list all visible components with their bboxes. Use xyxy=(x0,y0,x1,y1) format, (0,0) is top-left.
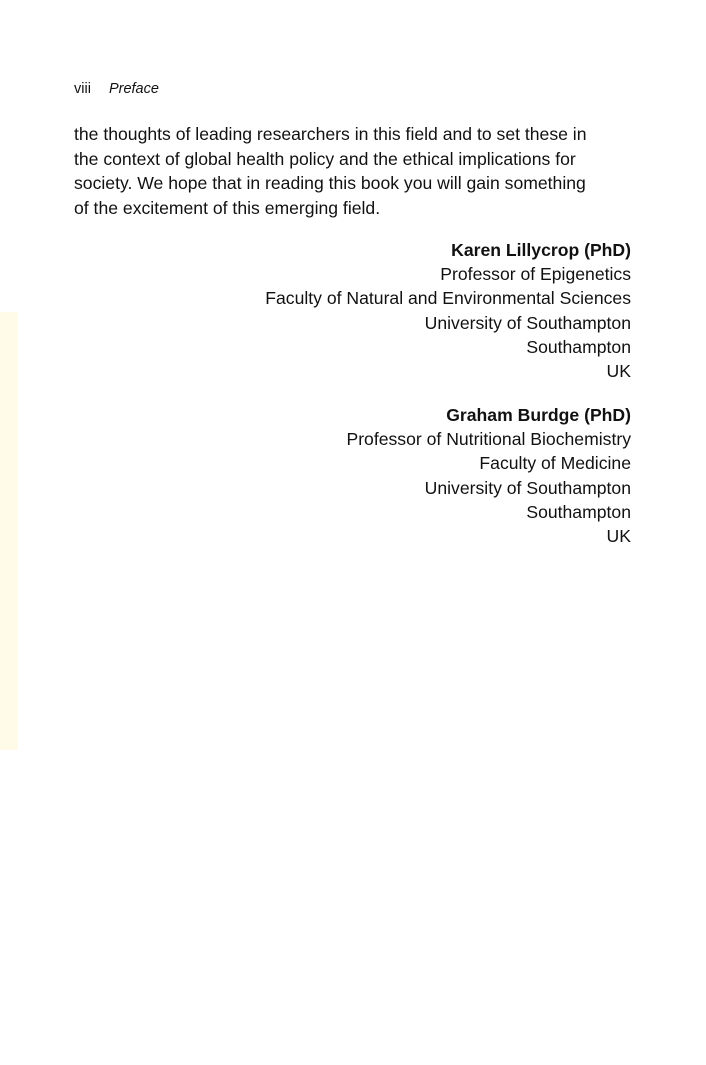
author-faculty: Faculty of Medicine xyxy=(479,453,631,474)
section-title: Preface xyxy=(108,81,159,97)
author-country: UK xyxy=(606,361,631,382)
paragraph-line: the thoughts of leading researchers in this field and to set these in xyxy=(74,124,587,144)
running-head xyxy=(74,80,159,98)
author-name: Karen Lillycrop (PhD) xyxy=(451,240,631,260)
author-title: Professor of Nutritional Biochemistry xyxy=(346,429,631,450)
author-city: Southampton xyxy=(526,336,631,357)
author-title: Professor of Epigenetics xyxy=(440,264,631,285)
author-signature-block xyxy=(265,238,631,383)
paragraph-line: the context of global health policy and the ethical implications for xyxy=(74,148,576,169)
author-signature-block xyxy=(346,403,631,548)
paragraph-line: of the excitement of this emerging field. xyxy=(74,197,381,218)
author-name: Graham Burdge (PhD) xyxy=(446,405,631,425)
author-country: UK xyxy=(606,526,631,547)
page-number: viii xyxy=(74,81,91,97)
paragraph-line: society. We hope that in reading this book you will gain something xyxy=(74,173,586,193)
margin-highlight-strip xyxy=(0,312,18,750)
author-university: University of Southampton xyxy=(424,312,631,333)
author-faculty: Faculty of Natural and Environmental Sciences xyxy=(265,288,631,309)
preface-paragraph xyxy=(74,122,634,220)
author-city: Southampton xyxy=(526,501,631,522)
author-university: University of Southampton xyxy=(424,477,631,498)
